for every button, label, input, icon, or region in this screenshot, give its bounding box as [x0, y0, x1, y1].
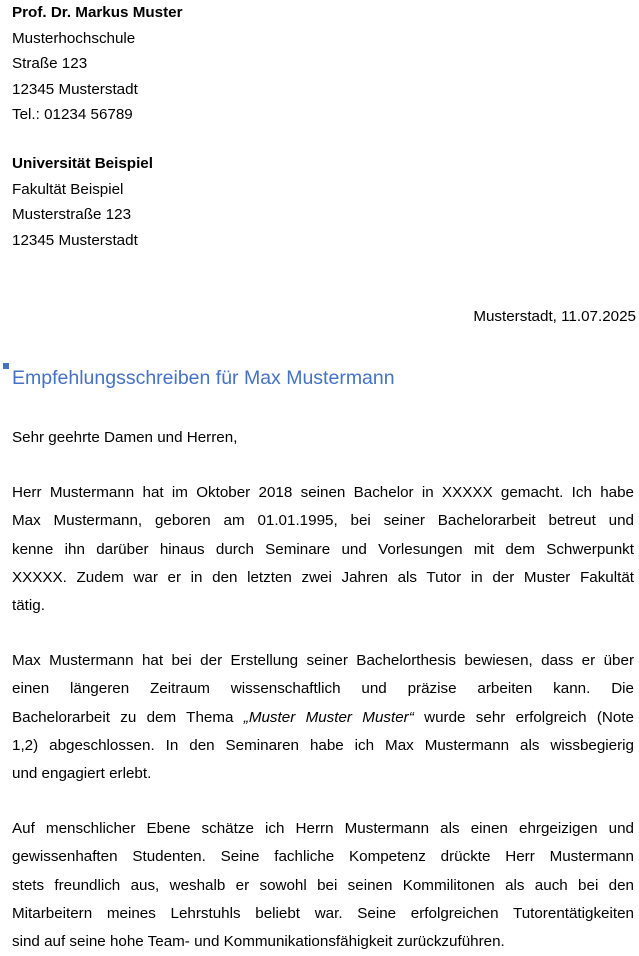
- paragraph-3: [12, 815, 634, 956]
- letter-date: Musterstadt, 11.07.2025: [473, 308, 636, 325]
- paragraph-line: XXXXX. Zudem war er in den letzten zwei Jahren als Tutor in der Muster Fakultät: [12, 568, 634, 586]
- sender-institution: Musterhochschule: [12, 29, 136, 47]
- paragraph-line: und engagiert erlebt.: [12, 765, 152, 783]
- paragraph-line: kenne ihn darüber hinaus durch Seminare und Vorlesungen mit dem Schwerpunkt: [12, 540, 634, 558]
- paragraph-line-with-title: [12, 704, 634, 732]
- paragraph-line: sind auf seine hohe Team- und Kommunikationsfähigkeit zurückzuführen.: [12, 933, 505, 951]
- paragraph-line: Auf menschlicher Ebene schätze ich Herrn Mustermann als einen ehrgeizigen und: [12, 820, 634, 837]
- paragraph-line: einen längeren Zeitraum wissenschaftlich und präzise arbeiten kann. Die: [12, 680, 634, 698]
- paragraph-line: Max Mustermann, geboren am 01.01.1995, bei seiner Bachelorarbeit betreut und: [12, 512, 634, 530]
- paragraph-line: 1,2) abgeschlossen. In den Seminaren habe ich Max Mustermann als wissbegierig: [12, 736, 634, 754]
- sender-street: Straße 123: [12, 55, 88, 73]
- recipient-address-block: [12, 151, 153, 253]
- paragraph-line: Herr Mustermann hat im Oktober 2018 seinen Bachelor in XXXXX gemacht. Ich habe: [12, 484, 634, 501]
- recipient-name: Universität Beispiel: [12, 155, 153, 172]
- heading-marker-icon: [3, 363, 9, 369]
- recipient-city: 12345 Musterstadt: [12, 231, 138, 249]
- thesis-title: „Muster Muster Muster“: [243, 708, 414, 726]
- paragraph-line: stets freundlich aus, weshalb er sowohl bei seinen Kommilitonen als auch bei den: [12, 876, 634, 894]
- sender-phone: Tel.: 01234 56789: [12, 106, 133, 124]
- paragraph-1: [12, 479, 634, 620]
- paragraph-line: Max Mustermann hat bei der Erstellung seiner Bachelorthesis bewiesen, dass er über: [12, 652, 634, 669]
- salutation: Sehr geehrte Damen und Herren,: [12, 429, 238, 446]
- recipient-faculty: Fakultät Beispiel: [12, 180, 124, 198]
- sender-address-block: [12, 0, 182, 128]
- sender-name: Prof. Dr. Markus Muster: [12, 4, 183, 21]
- subject-heading: Empfehlungsschreiben für Max Mustermann: [12, 367, 395, 389]
- recipient-street: Musterstraße 123: [12, 206, 132, 224]
- paragraph-line: tätig.: [12, 597, 45, 615]
- sender-city: 12345 Musterstadt: [12, 80, 138, 98]
- paragraph-line-end: wurde sehr erfolgreich (Note: [413, 708, 634, 726]
- paragraph-line: Mitarbeitern meines Lehrstuhls beliebt war. Seine erfolgreichen Tutorentätigkeiten: [12, 904, 634, 922]
- paragraph-2: [12, 647, 634, 788]
- paragraph-line: gewissenhaften Studenten. Seine fachliche Kompetenz drückte Herr Mustermann: [12, 848, 634, 866]
- paragraph-line-start: Bachelorarbeit zu dem Thema: [12, 708, 244, 726]
